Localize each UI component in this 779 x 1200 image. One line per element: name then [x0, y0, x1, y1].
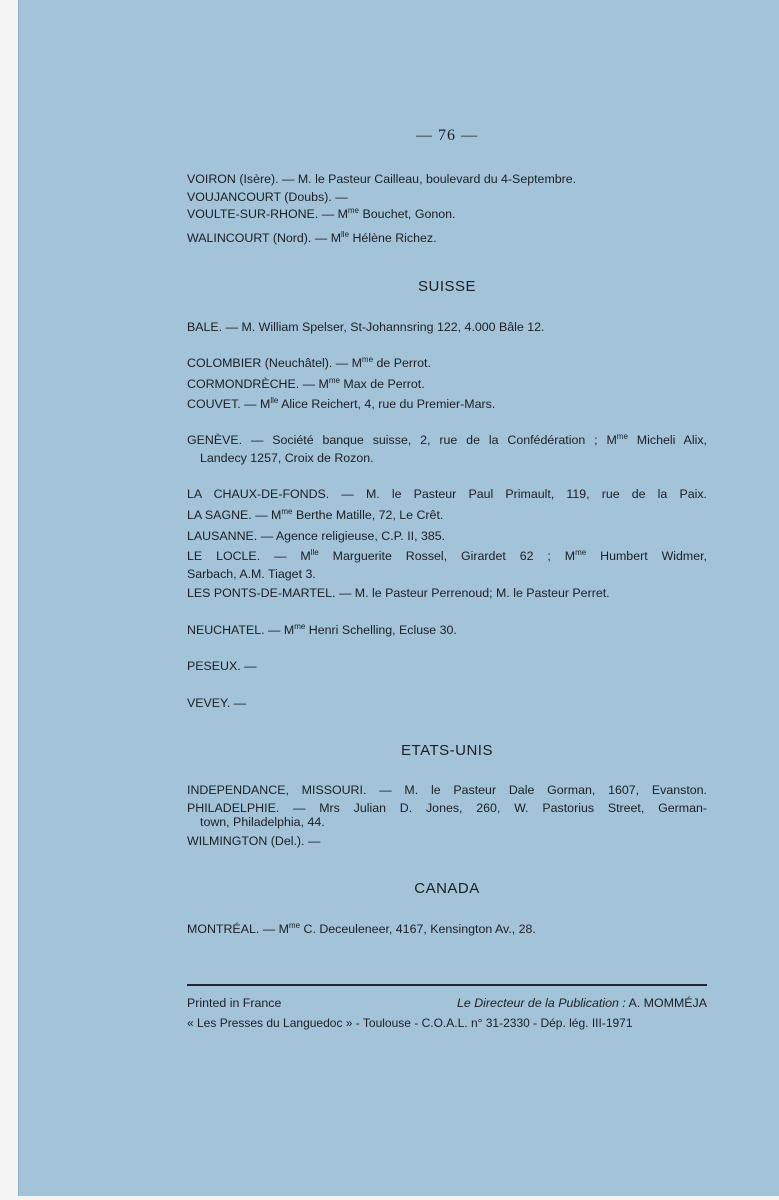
- title-abbrev: $M^{me}$: [283, 622, 306, 637]
- address: de Perrot.: [376, 356, 431, 370]
- list-item: PESEUX. —: [187, 659, 257, 673]
- city-name: COUVET.: [187, 397, 241, 411]
- list-item: WALINCOURT (Nord). — $M^{lle}$ Hélène Richez.: [187, 230, 437, 245]
- title-abbrev: $M^{lle}$: [260, 396, 279, 411]
- page-sheet: [18, 0, 779, 1196]
- list-item: CORMONDRÈCHE. — $M^{me}$ Max de Perrot.: [187, 376, 425, 391]
- address: Max de Perrot.: [343, 377, 425, 391]
- address: Société banque suisse, 2, rue de la Confédération ;: [272, 433, 598, 447]
- title-abbrev: $M^{me}$: [351, 355, 374, 370]
- section-heading-suisse: SUISSE: [417, 278, 477, 295]
- city-name: LA CHAUX-DE-FONDS.: [187, 487, 330, 501]
- address: M. William Spelser, St-Johannsring 122, 4.000 Bâle 12.: [241, 320, 545, 334]
- city-name: NEUCHATEL.: [187, 623, 265, 637]
- list-item: WILMINGTON (Del.). —: [187, 834, 321, 848]
- city-name: PHILADELPHIE.: [187, 801, 280, 815]
- address: Humbert Widmer,: [600, 549, 708, 563]
- city-name: MONTRÉAL.: [187, 922, 260, 936]
- city-name: CORMONDRÈCHE.: [187, 377, 300, 391]
- city-name: LE LOCLE.: [187, 549, 261, 563]
- city-name: VOIRON (Isère).: [187, 172, 279, 186]
- city-name: COLOMBIER (Neuchâtel).: [187, 356, 333, 370]
- city-name: GENÈVE.: [187, 433, 243, 447]
- address: C. Deceuleneer, 4167, Kensington Av., 28.: [303, 922, 536, 936]
- list-item: LAUSANNE. — Agence religieuse, C.P. II, 385.: [187, 529, 446, 543]
- section-heading-canada: CANADA: [414, 880, 480, 897]
- address: Bouchet, Gonon.: [362, 207, 456, 221]
- city-name: PESEUX.: [187, 659, 241, 673]
- city-name: VEVEY.: [187, 696, 231, 710]
- title-abbrev: $M^{me}$: [564, 548, 587, 563]
- title-abbrev: $M^{me}$: [318, 376, 340, 391]
- city-name: INDEPENDANCE, MISSOURI.: [187, 783, 367, 797]
- address: Micheli Alix,: [636, 433, 707, 447]
- list-item: COLOMBIER (Neuchâtel). — $M^{me}$ de Perrot.: [187, 355, 431, 370]
- address: Mrs Julian D. Jones, 260, W. Pastorius Street, German-: [319, 801, 707, 815]
- city-name: WALINCOURT (Nord).: [187, 231, 312, 245]
- section-heading-etats-unis: ETATS-UNIS: [401, 742, 493, 759]
- address: M. le Pasteur Perrenoud; M. le Pasteur Perret.: [354, 586, 610, 600]
- list-item: LA CHAUX-DE-FONDS. — M. le Pasteur Paul Primault, 119, rue de la Paix.: [187, 487, 708, 501]
- publication-director: Le Directeur de la Publication : A. MOMMÉJA: [457, 996, 707, 1010]
- list-item: LA SAGNE. — $M^{me}$ Berthe Matille, 72, Le Crêt.: [187, 507, 444, 522]
- footer-divider: [187, 984, 707, 986]
- footer-line: [187, 996, 707, 1011]
- list-item: INDEPENDANCE, MISSOURI. — M. le Pasteur Dale Gorman, 1607, Evanston.: [187, 783, 708, 797]
- list-item-continuation: Landecy 1257, Croix de Rozon.: [200, 451, 374, 465]
- imprint-line: « Les Presses du Languedoc » - Toulouse - C.O.A.L. n° 31-2330 - Dép. lég. III-1971: [187, 1016, 633, 1030]
- city-name: BALE.: [187, 320, 223, 334]
- title-abbrev: $M^{me}$: [337, 206, 360, 221]
- city-name: LA SAGNE.: [187, 508, 252, 522]
- address: Henri Schelling, Ecluse 30.: [308, 623, 457, 637]
- list-item: VOIRON (Isère). — M. le Pasteur Cailleau, boulevard du 4-Septembre.: [187, 172, 577, 186]
- list-item: BALE. — M. William Spelser, St-Johannsring 122, 4.000 Bâle 12.: [187, 320, 545, 334]
- title-abbrev: $M^{lle}$: [300, 548, 319, 563]
- address: M. le Pasteur Paul Primault, 119, rue de la Paix.: [365, 487, 708, 501]
- address: Hélène Richez.: [352, 231, 437, 245]
- address: Alice Reichert, 4, rue du Premier-Mars.: [281, 397, 496, 411]
- list-item: COUVET. — $M^{lle}$ Alice Reichert, 4, rue du Premier-Mars.: [187, 396, 496, 411]
- list-item: VOUJANCOURT (Doubs). —: [187, 190, 348, 204]
- title-abbrev: $M^{me}$: [278, 921, 301, 936]
- list-item: VEVEY. —: [187, 696, 247, 710]
- city-name: WILMINGTON (Del.).: [187, 834, 305, 848]
- list-item: NEUCHATEL. — $M^{me}$ Henri Schelling, Ecluse 30.: [187, 622, 457, 637]
- title-abbrev: $M^{me}$: [606, 432, 628, 447]
- page-number: — 76 —: [416, 127, 478, 144]
- list-item: PHILADELPHIE. — Mrs Julian D. Jones, 260, W. Pastorius Street, German-: [187, 801, 707, 815]
- list-item: VOULTE-SUR-RHONE. — $M^{me}$ Bouchet, Gonon.: [187, 206, 456, 221]
- title-abbrev: $M^{me}$: [271, 507, 293, 522]
- city-name: VOUJANCOURT (Doubs).: [187, 190, 332, 204]
- city-name: VOULTE-SUR-RHONE.: [187, 207, 319, 221]
- address: M. le Pasteur Dale Gorman, 1607, Evanston.: [404, 783, 708, 797]
- list-item-continuation: Sarbach, A.M. Tiaget 3.: [187, 567, 316, 581]
- list-item: GENÈVE. — Société banque suisse, 2, rue de la Confédération ; $M^{me}$ Micheli Alix,: [187, 432, 707, 447]
- address: M. le Pasteur Cailleau, boulevard du 4-Septembre.: [297, 172, 577, 186]
- city-name: LAUSANNE.: [187, 529, 258, 543]
- list-item: LE LOCLE. — $M^{lle}$ Marguerite Rossel, Girardet 62 ; $M^{me}$ Humbert Widmer,: [187, 548, 708, 563]
- list-item-continuation: town, Philadelphia, 44.: [200, 815, 325, 829]
- printed-in: Printed in France: [187, 996, 282, 1010]
- address: Agence religieuse, C.P. II, 385.: [275, 529, 446, 543]
- list-item: MONTRÉAL. — $M^{me}$ C. Deceuleneer, 4167, Kensington Av., 28.: [187, 921, 536, 936]
- address: Berthe Matille, 72, Le Crêt.: [295, 508, 444, 522]
- city-name: LES PONTS-DE-MARTEL.: [187, 586, 336, 600]
- title-abbrev: $M^{lle}$: [330, 230, 350, 245]
- list-item: LES PONTS-DE-MARTEL. — M. le Pasteur Perrenoud; M. le Pasteur Perret.: [187, 586, 610, 600]
- address: Marguerite Rossel, Girardet 62 ;: [332, 549, 551, 563]
